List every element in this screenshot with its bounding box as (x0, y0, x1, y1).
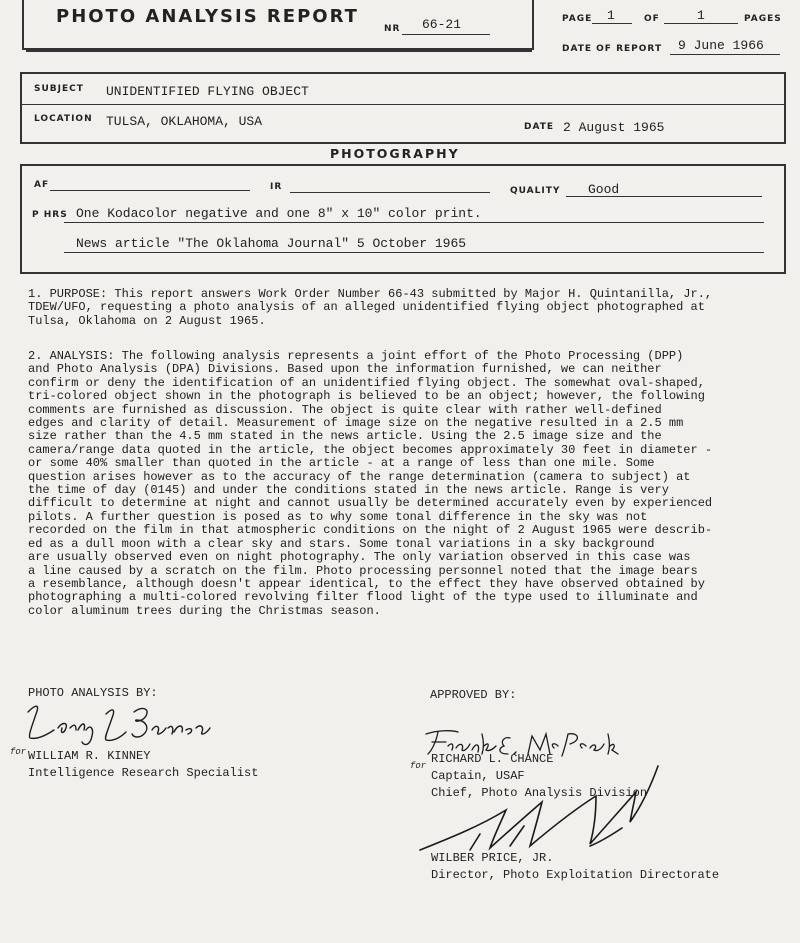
analysis-line: a resemblance, although doesn't appear identical, to the effect they have observed obtained by (28, 577, 705, 591)
analysis-line: recorded on the film in that atmospheric conditions on the night of 2 August 1965 were describ- (28, 524, 713, 538)
analysis-line: edges and clarity of detail. Measurement of image size on the negative resulted in a 2.5 mm (28, 417, 684, 431)
af-label: AF (34, 180, 50, 190)
af-line (50, 190, 250, 191)
analysis-line: ed as a dull moon with a clear sky and stars. Some tonal variations in a sky background (28, 537, 655, 551)
nr-line (402, 34, 490, 35)
page-label: PAGE (562, 14, 593, 24)
analysis-line: are usually observed even on night photography. The only variation observed in this case was (28, 551, 691, 565)
analysis-line: and Photo Analysis (DPA) Divisions. Based upon the information furnished, we can neither (28, 363, 662, 377)
analysis-line: the time of day (0145) and under the conditions stated in the news article. Range is very (28, 484, 669, 498)
date-label: DATE (524, 122, 555, 132)
phrs-line-2 (64, 252, 764, 253)
subject-value: UNIDENTIFIED FLYING OBJECT (106, 84, 309, 99)
analysis-line: question arises however as to the accuracy of the range determination (camera to subject) at (28, 470, 691, 484)
location-value: TULSA, OKLAHOMA, USA (106, 114, 263, 129)
purpose-line: Tulsa, Oklahoma on 2 August 1965. (28, 314, 266, 328)
analysis-line: a line caused by a scratch on the film. Photo processing personnel noted that the image bears (28, 564, 698, 578)
subject-divider (20, 104, 784, 105)
analysis-line: comments are furnished as discussion. The object is quite clear with rather well-defined (28, 403, 662, 417)
photography-line-1: One Kodacolor negative and one 8" x 10" color print. (76, 206, 482, 221)
ir-line (290, 192, 490, 193)
header-box-shadow (26, 50, 532, 52)
analysis-line: 2. ANALYSIS: The following analysis represents a joint effort of the Photo Processing (DPP) (28, 350, 684, 363)
analyst-title: Intelligence Research Specialist (28, 766, 259, 780)
date-of-report-line (670, 54, 780, 55)
nr-value: 66-21 (422, 17, 462, 32)
photo-analysis-by-label: PHOTO ANALYSIS BY: (28, 686, 158, 700)
phrs-label: P HRS (32, 210, 68, 220)
purpose-paragraph (28, 288, 780, 328)
analysis-line: difficult to determine at night and cannot usually be determined accurately even by experienced (28, 497, 713, 511)
pages-label: PAGES (744, 14, 782, 24)
photography-heading: PHOTOGRAPHY (330, 146, 460, 161)
quality-value: Good (588, 182, 620, 197)
photography-line-2: News article "The Oklahoma Journal" 5 October 1965 (76, 236, 467, 251)
ir-label: IR (270, 182, 283, 192)
date-value: 2 August 1965 (563, 120, 665, 135)
analyst-name: WILLIAM R. KINNEY (28, 749, 151, 763)
analysis-line: confirm or deny the identification of an unidentified flying object. The somewhat oval-shaped, (28, 376, 705, 390)
nr-label: NR (384, 24, 401, 34)
analysis-line: color aluminum trees during the Christmas season. (28, 604, 381, 618)
approver-for-mark: for (410, 761, 427, 771)
of-label: OF (644, 14, 660, 24)
quality-label: QUALITY (510, 186, 561, 196)
analysis-line: pilots. A further question is posed as to why some tonal difference in the sky was not (28, 510, 648, 524)
of-value: 1 (697, 8, 705, 23)
director-signature (410, 752, 680, 862)
director-name: WILBER PRICE, JR. (431, 851, 554, 865)
subject-box (20, 72, 786, 144)
page-line (592, 23, 632, 24)
page-value: 1 (607, 8, 615, 23)
phrs-line-1 (64, 222, 764, 223)
approved-by-label: APPROVED BY: (430, 688, 517, 702)
analyst-for-mark: for (10, 747, 27, 757)
date-of-report-value: 9 June 1966 (678, 38, 764, 53)
analyst-signature (22, 700, 222, 748)
purpose-line: 1. PURPOSE: This report answers Work Order Number 66-43 submitted by Major H. Quintanilla, Jr., (28, 288, 713, 301)
of-line (664, 23, 738, 24)
approver-title: Chief, Photo Analysis Division (431, 786, 648, 800)
analysis-line: size rather than the 4.5 mm stated in the news article. Using the 2.5 image size and the (28, 430, 662, 444)
approver-name: RICHARD L. CHANCE (431, 752, 554, 766)
location-label: LOCATION (34, 114, 93, 124)
analysis-line: camera/range data quoted in the article, the object becomes approximately 30 feet in diameter - (28, 443, 713, 457)
director-title: Director, Photo Exploitation Directorate (431, 868, 720, 882)
analysis-line: tri-colored object shown in the photograph is believed to be an object; however, the following (28, 390, 705, 404)
analysis-line: or some 40% smaller than quoted in the article - at a range of less than one mile. Some (28, 457, 655, 471)
analysis-line: photographing a multi-colored revolving filter flood light of the type used to illuminate and (28, 591, 698, 605)
report-title: PHOTO ANALYSIS REPORT (56, 6, 359, 27)
analysis-paragraph (28, 350, 780, 618)
subject-label: SUBJECT (34, 84, 84, 94)
date-of-report-label: DATE OF REPORT (562, 44, 663, 54)
approver-rank: Captain, USAF (431, 769, 525, 783)
purpose-line: TDEW/UFO, requesting a photo analysis of an alleged unidentified flying object photographed at (28, 301, 705, 315)
